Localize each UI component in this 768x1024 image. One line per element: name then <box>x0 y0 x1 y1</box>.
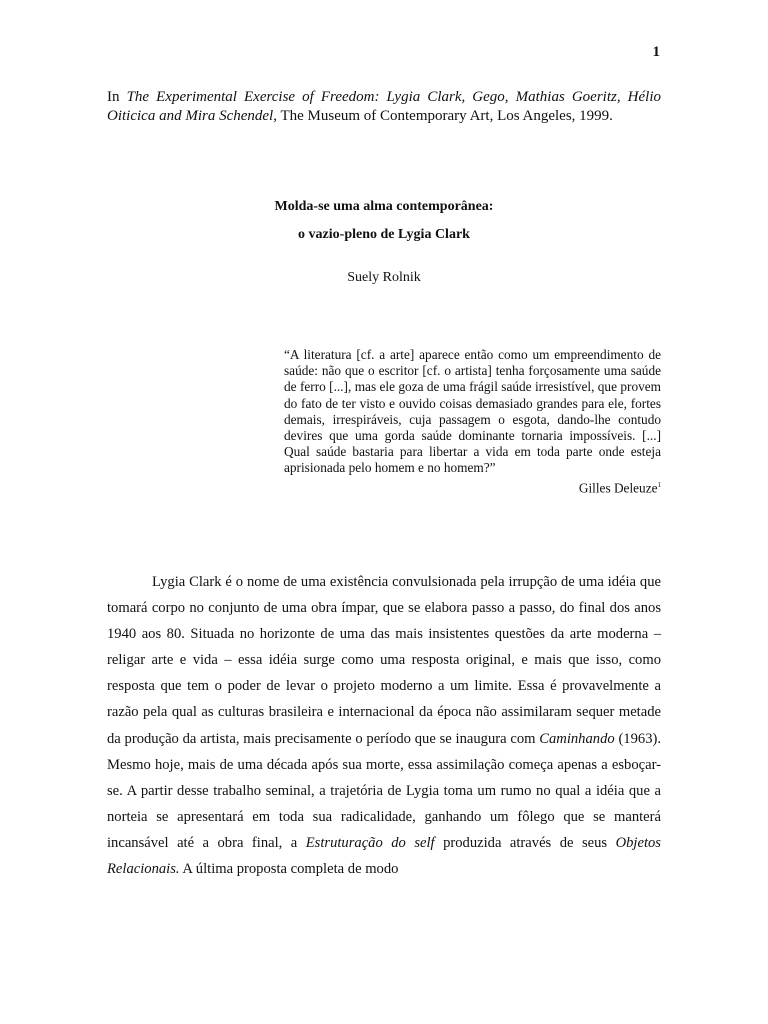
citation-book-title: The Experimental Exercise of Freedom: Lygia Clark, Gego, Mathias Goeritz, Hélio Oiticica and Mira Schendel <box>107 89 661 124</box>
page-number: 1 <box>652 44 660 60</box>
body-italic-objetos: Objetos Relacionais. <box>107 834 661 878</box>
citation-prefix: In <box>107 89 127 105</box>
body-segment-2: (1963). Mesmo hoje, mais de uma década após sua morte, essa assimilação começa apenas a esboçar-se. A partir desse trabalho seminal, a trajetória de Lygia toma um rumo no qual a idéia que a norteia se apresentará em toda sua radicalidade, ganhando um fôlego que se manterá incansável até a obra final, a <box>107 730 661 851</box>
footnote-mark: 1 <box>657 480 661 489</box>
body-segment-4: A última proposta completa de modo <box>179 861 399 878</box>
body-italic-estruturacao: Estruturação do self <box>305 834 435 851</box>
author-name: Suely Rolnik <box>347 270 421 285</box>
attribution-name: Gilles Deleuze <box>578 480 658 496</box>
epigraph-attribution <box>284 477 661 497</box>
body-italic-caminhando: Caminhando <box>539 730 615 747</box>
citation <box>107 88 661 126</box>
body-segment-3: produzida através de seus <box>434 834 616 851</box>
title-line-1: Molda-se uma alma contemporânea: <box>274 199 494 214</box>
epigraph <box>284 347 661 496</box>
citation-suffix: , The Museum of Contemporary Art, Los Angeles, 1999. <box>273 108 613 124</box>
body-segment-1: Lygia Clark é o nome de uma existência convulsionada pela irrupção de uma idéia que tomará corpo no conjunto de uma obra ímpar, que se elabora passo a passo, do final dos anos 1940 aos 80. Situada no horizonte de uma das mais insistentes questões da arte moderna – religar arte e vida – essa idéia surge como uma resposta original, e mais que isso, como resposta que tem o poder de levar o projeto moderno a um limite. Essa é provavelmente a razão pela qual as culturas brasileira e internacional da época não assimilaram sequer metade da produção da artista, mais precisamente o período que se inaugura com <box>107 574 661 747</box>
epigraph-quote: “A literatura [cf. a arte] aparece então como um empreendimento de saúde: não que o escritor [cf. o artista] tenha forçosamente uma saúde de ferro [...], mas ele goza de uma frágil saúde irresistível, que provem do fato de ter visto e ouvido coisas demasiado grandes para ele, fortes demais, irrespiráveis, cuja passagem o esgota, dando-lhe contudo devires que uma gorda saúde dominante tornaria impossíveis. [...] Qual saúde bastaria para libertar a vida em toda parte onde esteja aprisionada pelo homem e no homem?” <box>284 347 661 476</box>
body-paragraph <box>107 569 661 882</box>
title-line-2: o vazio-pleno de Lygia Clark <box>298 227 470 242</box>
article-title <box>107 193 661 249</box>
